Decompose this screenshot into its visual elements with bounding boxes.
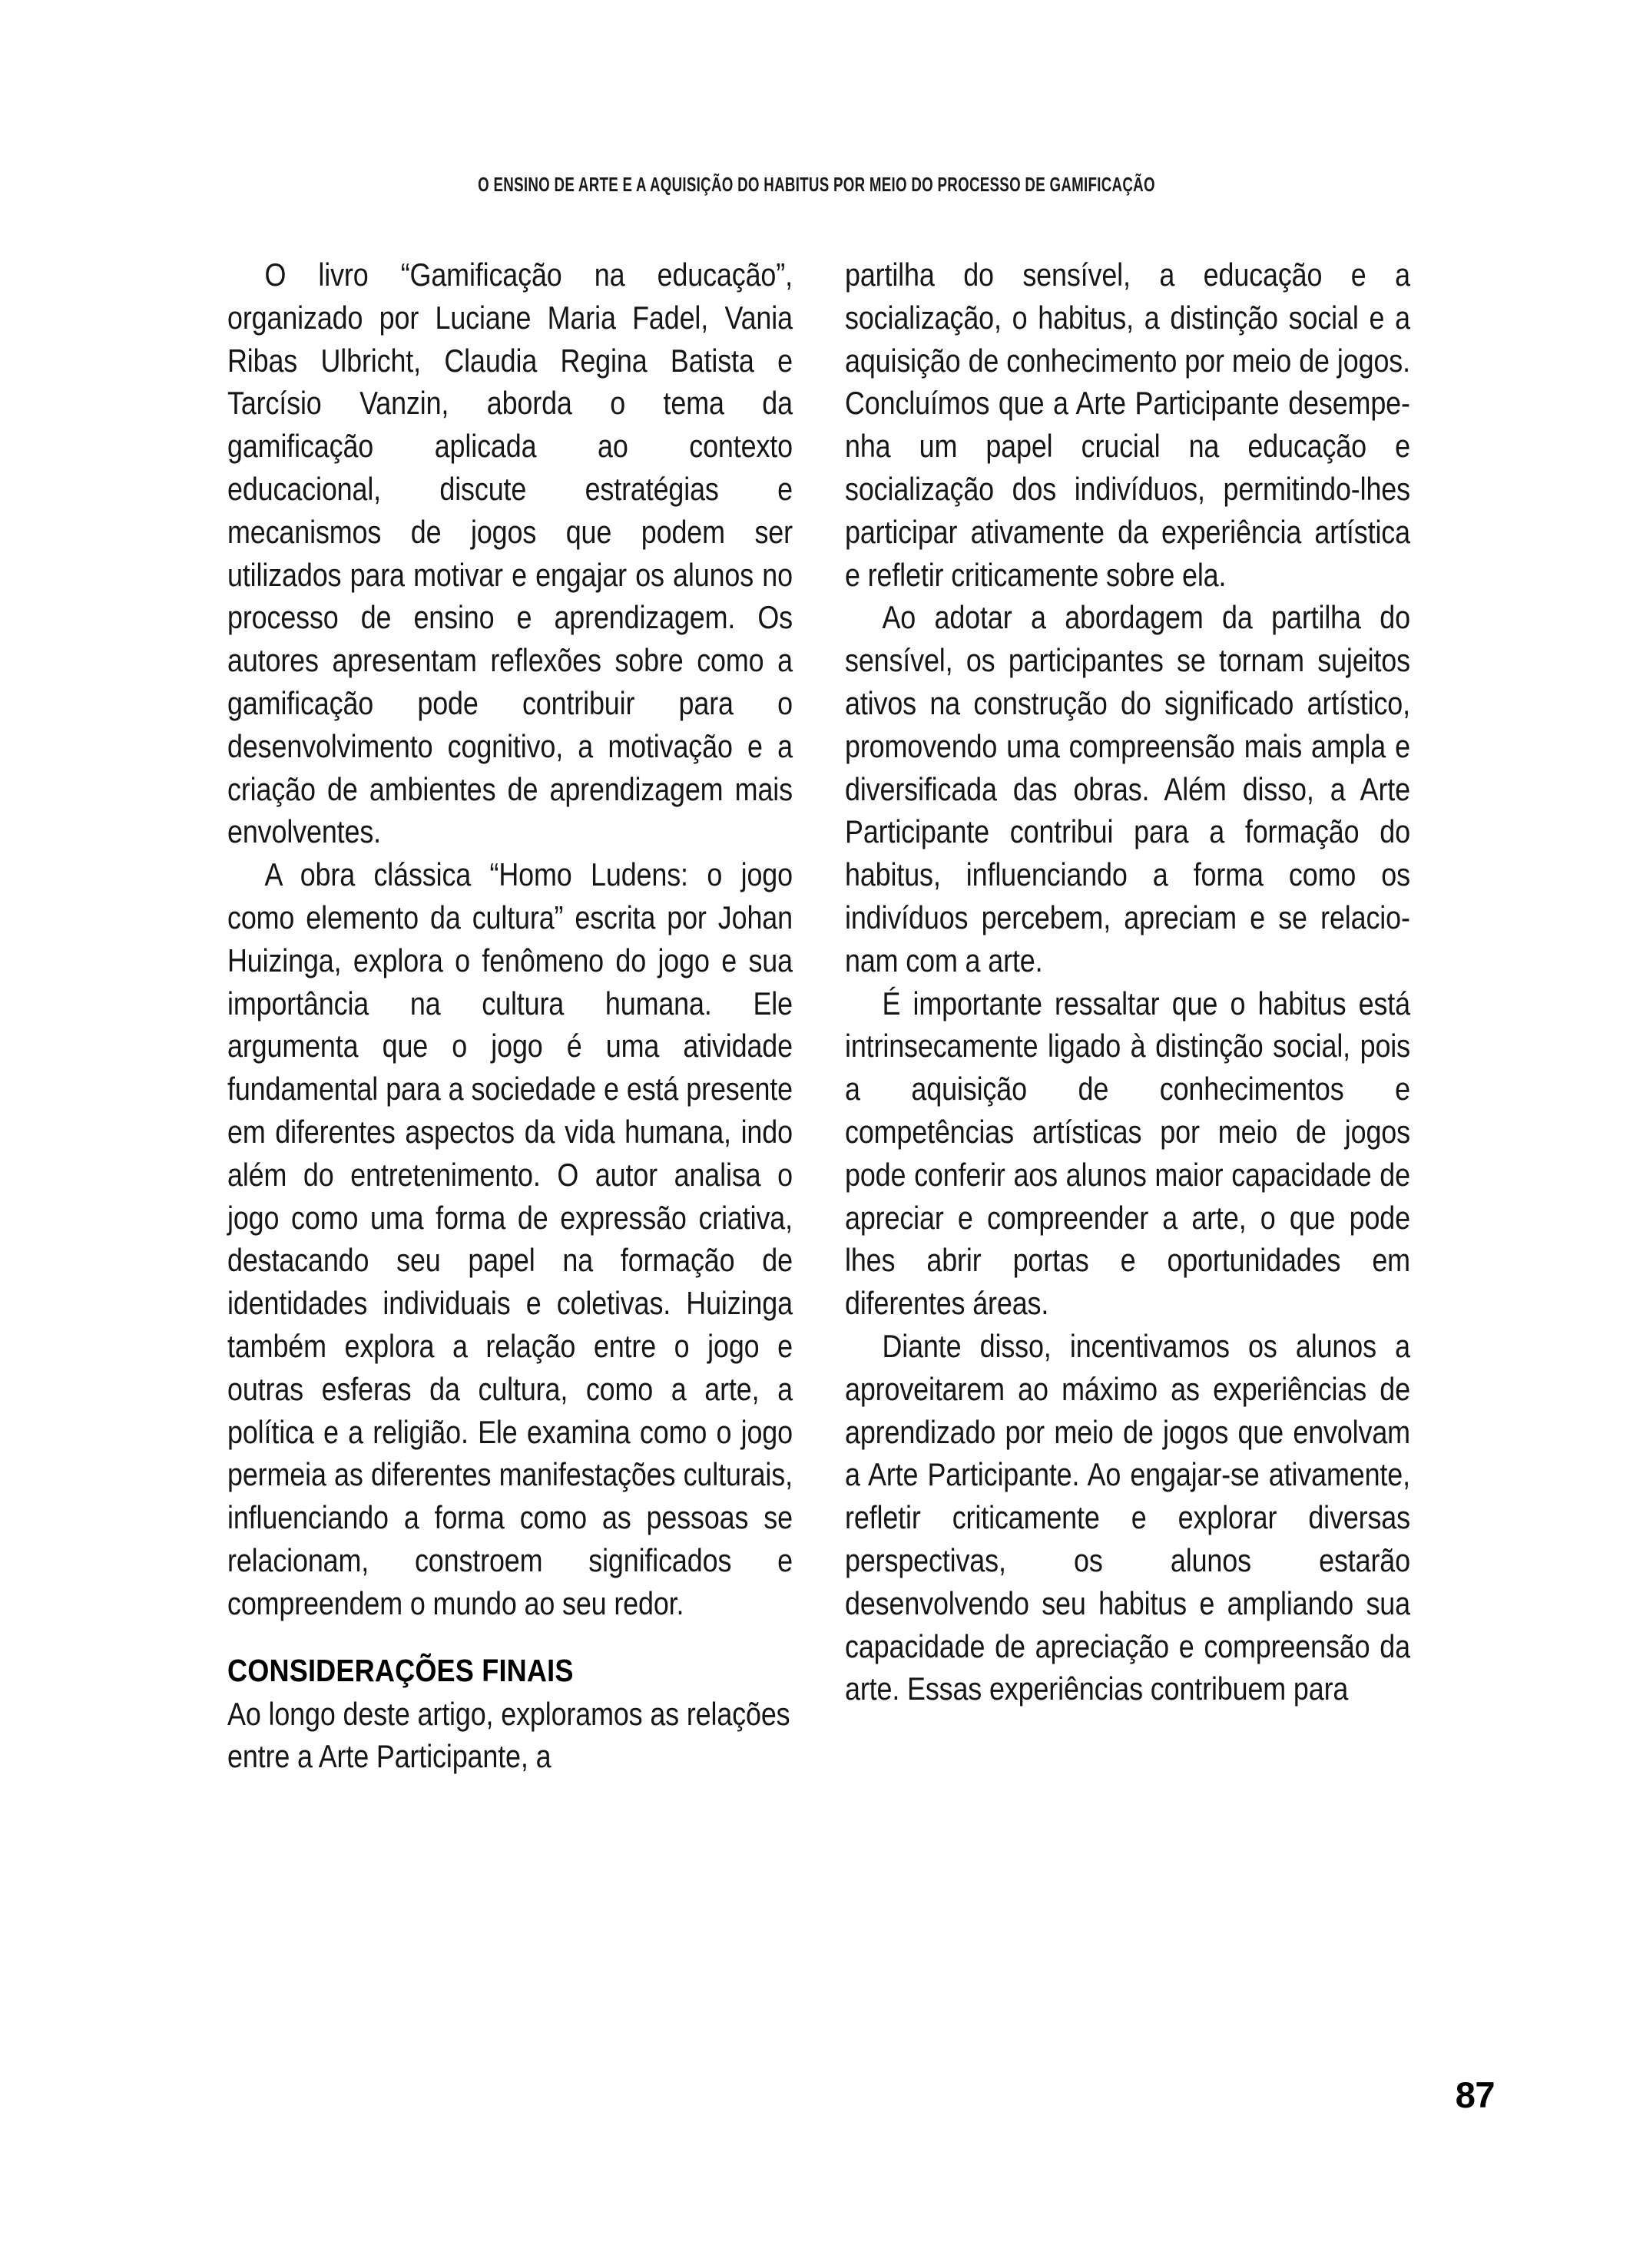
paragraph: O livro “Gamificação na educação”, organizado por Luciane Maria Fadel, Vania Ribas Ulbricht, Claudia Regina Batista e Tarcísio Vanzin, aborda o tema da gamificação aplicada ao contexto educacional, discute estratégias e mecanismos de jogos que podem ser utilizados para motivar e engajar os alunos no processo de ensino e aprendizagem. Os autores apresentam reflexões sobre como a gamificação pode contribuir para o desenvolvimento cognitivo, a motivação e a criação de ambientes de aprendizagem mais envolventes.	[227, 257, 793, 850]
right-column	[845, 253, 1410, 1710]
paragraph: Ao longo deste artigo, exploramos as relações entre a Arte Participante, a	[227, 1695, 790, 1775]
body-columns	[227, 253, 1410, 1778]
left-column	[227, 253, 793, 1778]
section-heading-consideracoes-finais: CONSIDERAÇÕES FINAIS	[227, 1652, 574, 1688]
running-head: O ENSINO DE ARTE E A AQUISIÇÃO DO HABITUS POR MEIO DO PROCESSO DE GAMIFICAÇÃO	[478, 173, 1155, 196]
page-number: 87	[1455, 2074, 1495, 2115]
paragraph: Ao adotar a abordagem da partilha do sensível, os participantes se tornam sujeitos ativos na construção do significado artístico, promovendo uma compreensão mais ampla e diversificada das obras. Além disso, a Arte Participante contribui para a formação do habitus, influenciando a forma como os indivíduos percebem, apreciam e se relacionam com a arte.	[845, 599, 1410, 978]
paragraph: A obra clássica “Homo Ludens: o jogo como elemento da cultura” escrita por Johan Huizinga, explora o fenômeno do jogo e sua importância na cultura humana. Ele argumenta que o jogo é uma atividade fundamental para a sociedade e está presente em diferentes aspectos da vida humana, indo além do entretenimento. O autor analisa o jogo como uma forma de expressão criativa, destacando seu papel na formação de identidades individuais e coletivas. Huizinga também explora a relação entre o jogo e outras esferas da cultura, como a arte, a política e a religião. Ele examina como o jogo permeia as diferentes manifestações culturais, influenciando a forma como as pessoas se relacionam, constroem significados e compreendem o mundo ao seu redor.	[227, 856, 793, 1621]
paragraph: partilha do sensível, a educação e a socialização, o habitus, a distinção social e a aquisição de conhecimento por meio de jogos. Concluímos que a Arte Participante desempenha um papel crucial na educação e socialização dos indivíduos, permitindo-lhes participar ativamente da experiência artística e refletir criticamente sobre ela.	[845, 257, 1410, 593]
paragraph: É importante ressaltar que o habitus está intrinsecamente ligado à distinção social, pois a aquisição de conhecimentos e competências artísticas por meio de jogos pode conferir aos alunos maior capacidade de apreciar e compreender a arte, o que pode lhes abrir portas e oportunidades em diferentes áreas.	[845, 985, 1410, 1322]
paragraph: Diante disso, incentivamos os alunos a aproveitarem ao máximo as experiências de aprendizado por meio de jogos que envolvam a Arte Participante. Ao engajar-se ativamente, refletir criticamente e explorar diversas perspectivas, os alunos estarão desenvolvendo seu habitus e ampliando sua capacidade de apreciação e compreensão da arte. Essas experiências contribuem para	[845, 1327, 1410, 1707]
